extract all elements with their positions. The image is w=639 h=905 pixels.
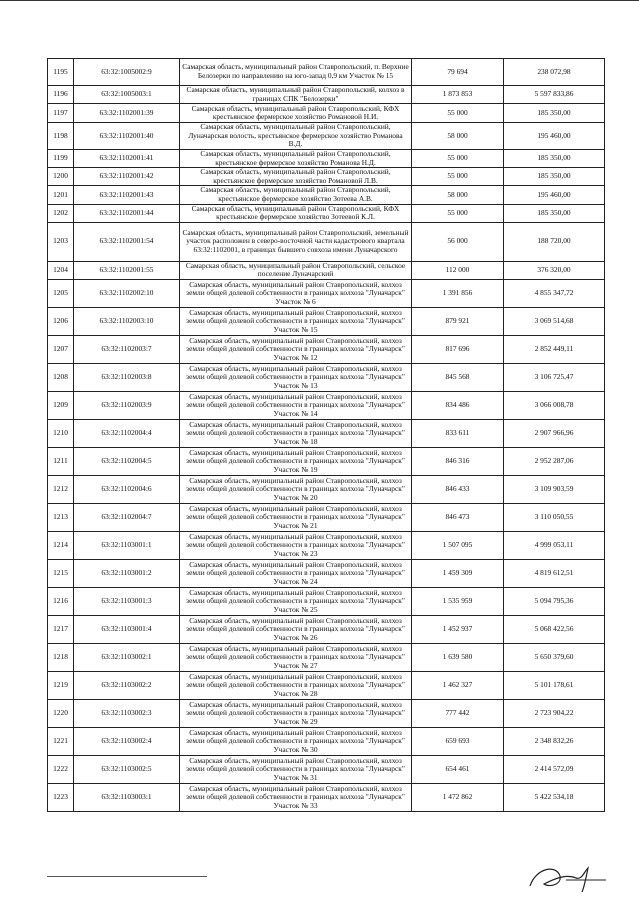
cadastral-value-cell: 4 999 053,11 [504, 531, 605, 559]
cadastral-number-cell: 63:32:1102003:8 [74, 363, 180, 391]
cadastral-number-cell: 63:32:1103002:5 [74, 755, 180, 783]
cadastral-value-cell: 5 597 833,86 [504, 86, 605, 104]
location-description-cell: Самарская область, муниципальный район Ставропольский, колхоз земли общей долевой собственности в границах колхоза "Луначарск" Участок № 27 [180, 643, 412, 671]
location-description-cell: Самарская область, муниципальный район Ставропольский, КФХ крестьянское фермерское хозяйство Романовой Н.И. [180, 104, 412, 123]
cadastral-number-cell: 63:32:1005003:1 [74, 86, 180, 104]
row-number-cell: 1195 [48, 59, 74, 86]
area-cell: 1 452 937 [412, 615, 504, 643]
cadastral-number-cell: 63:32:1102001:41 [74, 149, 180, 167]
row-number-cell: 1203 [48, 222, 74, 261]
cadastral-number-cell: 63:32:1103002:1 [74, 643, 180, 671]
table-row [48, 615, 605, 643]
table-row [48, 335, 605, 363]
area-cell: 1 639 580 [412, 643, 504, 671]
area-cell: 56 000 [412, 222, 504, 261]
table-row [48, 186, 605, 204]
cadastral-number-cell: 63:32:1103001:2 [74, 559, 180, 587]
location-description-cell: Самарская область, муниципальный район Ставропольский, колхоз земли общей долевой собственности в границах колхоза "Луначарск" Участок № 28 [180, 671, 412, 699]
table-row [48, 59, 605, 86]
cadastral-number-cell: 63:32:1102001:43 [74, 186, 180, 204]
cadastral-number-cell: 63:32:1103001:3 [74, 587, 180, 615]
row-number-cell: 1222 [48, 755, 74, 783]
cadastral-value-cell: 188 720,00 [504, 222, 605, 261]
location-description-cell: Самарская область, муниципальный район Ставропольский, сельское поселение Луначарский [180, 261, 412, 279]
row-number-cell: 1213 [48, 503, 74, 531]
table-row [48, 727, 605, 755]
cadastral-value-cell: 4 819 612,51 [504, 559, 605, 587]
cadastral-value-cell: 2 414 572,09 [504, 755, 605, 783]
cadastral-value-cell: 2 852 449,11 [504, 335, 605, 363]
area-cell: 834 486 [412, 391, 504, 419]
location-description-cell: Самарская область, муниципальный район Ставропольский, колхоз земли общей долевой собственности в границах колхоза "Луначарск" Участок № 18 [180, 419, 412, 447]
table-row [48, 643, 605, 671]
cadastral-number-cell: 63:32:1102002:10 [74, 279, 180, 307]
row-number-cell: 1217 [48, 615, 74, 643]
area-cell: 846 473 [412, 503, 504, 531]
cadastral-value-cell: 5 068 422,56 [504, 615, 605, 643]
row-number-cell: 1216 [48, 587, 74, 615]
table-row [48, 261, 605, 279]
cadastral-number-cell: 63:32:1005002:9 [74, 59, 180, 86]
area-cell: 777 442 [412, 699, 504, 727]
cadastral-number-cell: 63:32:1103001:4 [74, 615, 180, 643]
area-cell: 1 459 309 [412, 559, 504, 587]
cadastral-value-cell: 2 348 832,26 [504, 727, 605, 755]
row-number-cell: 1204 [48, 261, 74, 279]
location-description-cell: Самарская область, муниципальный район Ставропольский, крестьянское фермерское хозяйство Романова Н.Д. [180, 149, 412, 167]
row-number-cell: 1214 [48, 531, 74, 559]
cadastral-number-cell: 63:32:1103002:3 [74, 699, 180, 727]
location-description-cell: Самарская область, муниципальный район Ставропольский, колхоз земли общей долевой собственности в границах колхоза "Луначарск" Участок № 12 [180, 335, 412, 363]
area-cell: 833 611 [412, 419, 504, 447]
table-row [48, 204, 605, 222]
location-description-cell: Самарская область, муниципальный район Ставропольский, колхоз в границах СПК "Белозерки" [180, 86, 412, 104]
table-row [48, 475, 605, 503]
table-row [48, 279, 605, 307]
cadastral-value-cell: 3 066 008,78 [504, 391, 605, 419]
cadastral-value-cell: 376 320,00 [504, 261, 605, 279]
table-row [48, 391, 605, 419]
land-registry-table [47, 58, 605, 812]
table-row [48, 783, 605, 811]
table-row [48, 307, 605, 335]
cadastral-number-cell: 63:32:1102003:9 [74, 391, 180, 419]
table-row [48, 363, 605, 391]
page-top-rule [0, 0, 639, 1]
cadastral-value-cell: 2 952 287,06 [504, 447, 605, 475]
location-description-cell: Самарская область, муниципальный район Ставропольский, КФХ крестьянское фермерское хозяйство Зотеевой К.Л. [180, 204, 412, 222]
row-number-cell: 1221 [48, 727, 74, 755]
area-cell: 55 000 [412, 149, 504, 167]
area-cell: 1 391 856 [412, 279, 504, 307]
area-cell: 846 433 [412, 475, 504, 503]
table-row [48, 149, 605, 167]
cadastral-number-cell: 63:32:1102003:7 [74, 335, 180, 363]
row-number-cell: 1201 [48, 186, 74, 204]
table-row [48, 587, 605, 615]
area-cell: 1 472 862 [412, 783, 504, 811]
table-row [48, 671, 605, 699]
location-description-cell: Самарская область, муниципальный район Ставропольский, крестьянское фермерское хозяйство Зотеева А.В. [180, 186, 412, 204]
area-cell: 845 568 [412, 363, 504, 391]
row-number-cell: 1218 [48, 643, 74, 671]
registry-table-body [48, 59, 605, 812]
row-number-cell: 1196 [48, 86, 74, 104]
cadastral-number-cell: 63:32:1102001:39 [74, 104, 180, 123]
table-row [48, 559, 605, 587]
cadastral-value-cell: 3 069 514,68 [504, 307, 605, 335]
cadastral-number-cell: 63:32:1103003:1 [74, 783, 180, 811]
area-cell: 58 000 [412, 123, 504, 150]
cadastral-value-cell: 2 907 966,96 [504, 419, 605, 447]
cadastral-number-cell: 63:32:1102001:44 [74, 204, 180, 222]
cadastral-number-cell: 63:32:1102001:54 [74, 222, 180, 261]
cadastral-number-cell: 63:32:1102004:7 [74, 503, 180, 531]
cadastral-value-cell: 3 106 725,47 [504, 363, 605, 391]
table-row [48, 503, 605, 531]
cadastral-value-cell: 3 110 050,55 [504, 503, 605, 531]
location-description-cell: Самарская область, муниципальный район Ставропольский, колхоз земли общей долевой собственности в границах колхоза "Луначарск" Участок № 14 [180, 391, 412, 419]
row-number-cell: 1212 [48, 475, 74, 503]
table-row [48, 168, 605, 186]
area-cell: 1 535 959 [412, 587, 504, 615]
cadastral-value-cell: 185 350,00 [504, 104, 605, 123]
area-cell: 1 462 327 [412, 671, 504, 699]
cadastral-value-cell: 185 350,00 [504, 168, 605, 186]
area-cell: 79 694 [412, 59, 504, 86]
location-description-cell: Самарская область, муниципальный район Ставропольский, колхоз земли общей долевой собственности в границах колхоза "Луначарск" Участок № 6 [180, 279, 412, 307]
cadastral-value-cell: 2 723 904,22 [504, 699, 605, 727]
row-number-cell: 1198 [48, 123, 74, 150]
cadastral-number-cell: 63:32:1102004:5 [74, 447, 180, 475]
row-number-cell: 1219 [48, 671, 74, 699]
table-row [48, 447, 605, 475]
table-row [48, 699, 605, 727]
location-description-cell: Самарская область, муниципальный район Ставропольский, колхоз земли общей долевой собственности в границах колхоза "Луначарск" Участок № 21 [180, 503, 412, 531]
row-number-cell: 1215 [48, 559, 74, 587]
table-row [48, 222, 605, 261]
area-cell: 846 316 [412, 447, 504, 475]
row-number-cell: 1202 [48, 204, 74, 222]
cadastral-value-cell: 5 101 178,61 [504, 671, 605, 699]
row-number-cell: 1206 [48, 307, 74, 335]
row-number-cell: 1209 [48, 391, 74, 419]
cadastral-value-cell: 5 094 795,36 [504, 587, 605, 615]
location-description-cell: Самарская область, муниципальный район Ставропольский, колхоз земли общей долевой собственности в границах колхоза "Луначарск" Участок № 30 [180, 727, 412, 755]
location-description-cell: Самарская область, муниципальный район Ставропольский, колхоз земли общей долевой собственности в границах колхоза "Луначарск" Участок № 29 [180, 699, 412, 727]
cadastral-value-cell: 5 422 534,18 [504, 783, 605, 811]
cadastral-number-cell: 63:32:1102003:10 [74, 307, 180, 335]
area-cell: 1 873 853 [412, 86, 504, 104]
area-cell: 1 507 095 [412, 531, 504, 559]
location-description-cell: Самарская область, муниципальный район Ставропольский, колхоз земли общей долевой собственности в границах колхоза "Луначарск" Участок № 19 [180, 447, 412, 475]
cadastral-value-cell: 195 460,00 [504, 123, 605, 150]
area-cell: 112 000 [412, 261, 504, 279]
location-description-cell: Самарская область, муниципальный район Ставропольский, колхоз земли общей долевой собственности в границах колхоза "Луначарск" Участок № 25 [180, 587, 412, 615]
area-cell: 659 693 [412, 727, 504, 755]
location-description-cell: Самарская область, муниципальный район Ставропольский, колхоз земли общей долевой собственности в границах колхоза "Луначарск" Участок № 20 [180, 475, 412, 503]
row-number-cell: 1199 [48, 149, 74, 167]
table-row [48, 104, 605, 123]
cadastral-number-cell: 63:32:1102004:4 [74, 419, 180, 447]
area-cell: 817 696 [412, 335, 504, 363]
cadastral-number-cell: 63:32:1102001:42 [74, 168, 180, 186]
area-cell: 654 461 [412, 755, 504, 783]
location-description-cell: Самарская область, муниципальный район Ставропольский, Луначарская волость, крестьянское фермерское хозяйство Романова В.Д. [180, 123, 412, 150]
area-cell: 55 000 [412, 204, 504, 222]
location-description-cell: Самарская область, муниципальный район Ставропольский, колхоз земли общей долевой собственности в границах колхоза "Луначарск" Участок № 31 [180, 755, 412, 783]
cadastral-value-cell: 238 072,98 [504, 59, 605, 86]
row-number-cell: 1200 [48, 168, 74, 186]
table-row [48, 755, 605, 783]
cadastral-number-cell: 63:32:1103002:2 [74, 671, 180, 699]
table-row [48, 86, 605, 104]
location-description-cell: Самарская область, муниципальный район Ставропольский, п. Верхние Белозерки по направлению на юго-запад 0,9 км Участок № 15 [180, 59, 412, 86]
row-number-cell: 1210 [48, 419, 74, 447]
table-row [48, 123, 605, 150]
row-number-cell: 1207 [48, 335, 74, 363]
footer-rule [47, 876, 207, 877]
area-cell: 58 000 [412, 186, 504, 204]
table-row [48, 419, 605, 447]
location-description-cell: Самарская область, муниципальный район Ставропольский, земельный участок расположен в северо-восточной части кадастрового квартала 63:32:1102001, в границах бывшего совхоза имени Луначарского [180, 222, 412, 261]
location-description-cell: Самарская область, муниципальный район Ставропольский, колхоз земли общей долевой собственности в границах колхоза "Луначарск" Участок № 33 [180, 783, 412, 811]
cadastral-value-cell: 195 460,00 [504, 186, 605, 204]
cadastral-number-cell: 63:32:1102001:40 [74, 123, 180, 150]
row-number-cell: 1205 [48, 279, 74, 307]
cadastral-number-cell: 63:32:1102001:55 [74, 261, 180, 279]
location-description-cell: Самарская область, муниципальный район Ставропольский, крестьянское фермерское хозяйство Романовой Л.В. [180, 168, 412, 186]
cadastral-value-cell: 4 855 347,72 [504, 279, 605, 307]
row-number-cell: 1197 [48, 104, 74, 123]
cadastral-value-cell: 3 109 903,59 [504, 475, 605, 503]
location-description-cell: Самарская область, муниципальный район Ставропольский, колхоз земли общей долевой собственности в границах колхоза "Луначарск" Участок № 26 [180, 615, 412, 643]
location-description-cell: Самарская область, муниципальный район Ставропольский, колхоз земли общей долевой собственности в границах колхоза "Луначарск" Участок № 15 [180, 307, 412, 335]
cadastral-number-cell: 63:32:1103002:4 [74, 727, 180, 755]
cadastral-value-cell: 185 350,00 [504, 149, 605, 167]
row-number-cell: 1220 [48, 699, 74, 727]
area-cell: 879 921 [412, 307, 504, 335]
location-description-cell: Самарская область, муниципальный район Ставропольский, колхоз земли общей долевой собственности в границах колхоза "Луначарск" Участок № 13 [180, 363, 412, 391]
location-description-cell: Самарская область, муниципальный район Ставропольский, колхоз земли общей долевой собственности в границах колхоза "Луначарск" Участок № 24 [180, 559, 412, 587]
cadastral-number-cell: 63:32:1102004:6 [74, 475, 180, 503]
area-cell: 55 000 [412, 168, 504, 186]
location-description-cell: Самарская область, муниципальный район Ставропольский, колхоз земли общей долевой собственности в границах колхоза "Луначарск" Участок № 23 [180, 531, 412, 559]
cadastral-number-cell: 63:32:1103001:1 [74, 531, 180, 559]
row-number-cell: 1223 [48, 783, 74, 811]
cadastral-value-cell: 5 650 379,60 [504, 643, 605, 671]
area-cell: 55 000 [412, 104, 504, 123]
table-row [48, 531, 605, 559]
signature-mark [526, 858, 611, 894]
row-number-cell: 1211 [48, 447, 74, 475]
row-number-cell: 1208 [48, 363, 74, 391]
cadastral-value-cell: 185 350,00 [504, 204, 605, 222]
